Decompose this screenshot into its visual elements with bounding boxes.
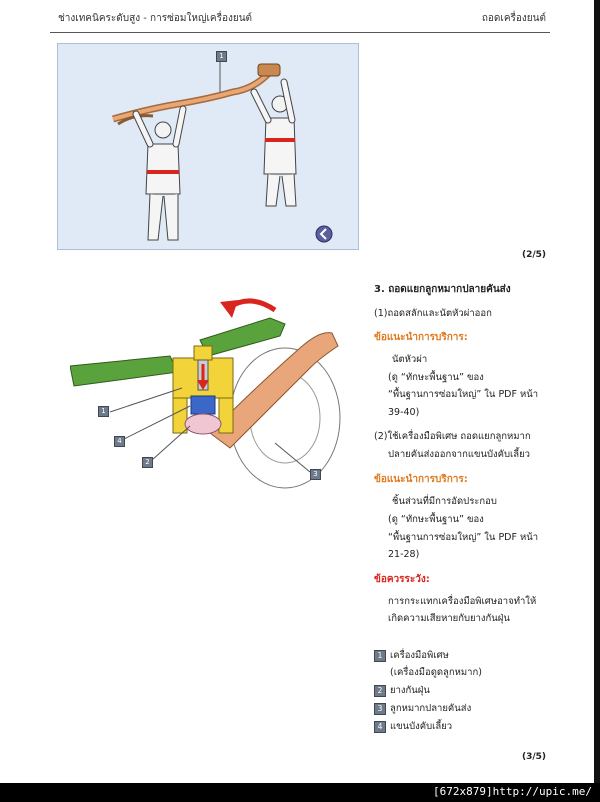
workers-carrying-exhaust-drawing <box>58 44 358 249</box>
callout-badge-1: 1 <box>98 406 109 417</box>
advice2-line: 21-28) <box>388 549 420 560</box>
exhaust-removal-illustration <box>57 43 359 250</box>
advice1-line: นัตหัวผ่า <box>392 354 428 365</box>
legend-badge: 4 <box>374 721 386 733</box>
advice2-line: ชิ้นส่วนที่มีการอัดประกอบ <box>392 496 497 507</box>
legend-label: แขนบังคับเลี้ยว <box>390 721 453 732</box>
callout-badge-4: 4 <box>114 436 125 447</box>
advice2-line: (ดู “ทักษะพื้นฐาน” ของ <box>388 514 484 525</box>
legend-badge: 3 <box>374 703 386 715</box>
caution-line: เกิดความเสียหายกับยางกันฝุ่น <box>388 613 510 624</box>
caution-label: ข้อควรระวัง: <box>374 574 430 585</box>
header-section: ถอดเครื่องยนต์ <box>481 13 546 24</box>
legend-item-1-sub: (เครื่องมือดูดลูกหมาก) <box>390 667 482 678</box>
legend-item-2 <box>374 684 430 698</box>
legend-item-3 <box>374 702 471 716</box>
advice2-line: “พื้นฐานการซ่อมใหญ่” ใน PDF หน้า <box>388 532 539 543</box>
footer-bar <box>0 783 600 802</box>
callout-badge-3: 3 <box>310 469 321 480</box>
tie-rod-puller-illustration <box>70 288 360 498</box>
header-title: ช่างเทคนิคระดับสูง - การซ่อมใหญ่เครื่องยนต์ <box>58 13 253 24</box>
service-advice-label-2: ข้อแนะนำการบริการ: <box>374 474 468 485</box>
substep-2-cont: ปลายคันส่งออกจากแขนบังคับเลี้ยว <box>388 449 530 460</box>
legend-item-4 <box>374 720 452 734</box>
page-indicator: (2/5) <box>521 250 546 260</box>
legend-label: เครื่องมือพิเศษ <box>390 650 449 661</box>
substep-1: (1)ถอดสลักและนัตหัวผ่าออก <box>374 308 492 319</box>
footer-link[interactable]: [672x879]http://upic.me/ <box>433 785 592 798</box>
callout-badge: 1 <box>216 51 227 62</box>
page-indicator-2: (3/5) <box>521 752 546 762</box>
legend-label: ยางกันฝุ่น <box>390 685 430 696</box>
advice1-line: “พื้นฐานการซ่อมใหญ่” ใน PDF หน้า <box>388 389 539 400</box>
callout-badge-2: 2 <box>142 457 153 468</box>
legend-badge: 1 <box>374 650 386 662</box>
legend-badge: 2 <box>374 685 386 697</box>
tie-rod-puller-drawing <box>70 288 360 498</box>
substep-2: (2)ใช้เครื่องมือพิเศษ ถอดแยกลูกหมาก <box>374 431 531 442</box>
legend-label: ลูกหมากปลายคันส่ง <box>390 703 472 714</box>
advice1-line: (ดู “ทักษะพื้นฐาน” ของ <box>388 372 484 383</box>
step-title: 3. ถอดแยกลูกหมากปลายคันส่ง <box>374 284 511 295</box>
advice1-line: 39-40) <box>388 407 420 418</box>
caution-line: การกระแทกเครื่องมือพิเศษอาจทำให้ <box>388 596 537 607</box>
service-advice-label-1: ข้อแนะนำการบริการ: <box>374 332 468 343</box>
legend-item-1 <box>374 649 449 663</box>
header-divider <box>50 32 550 33</box>
